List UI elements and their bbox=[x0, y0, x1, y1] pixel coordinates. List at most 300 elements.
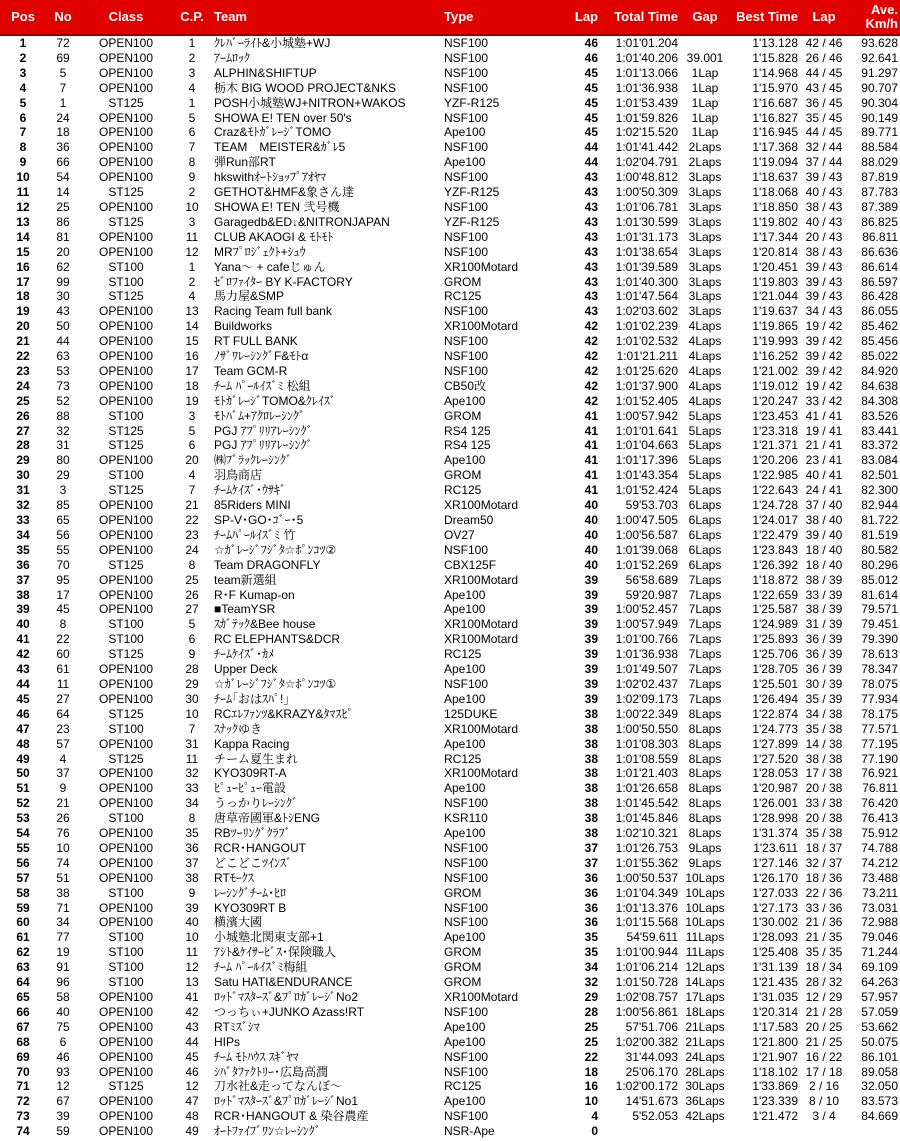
cell-cp: 9 bbox=[188, 647, 196, 662]
cell-ave: 80.296 bbox=[861, 557, 898, 572]
cell-pos: 27 bbox=[16, 423, 30, 438]
cell-type: NSF100 bbox=[444, 229, 489, 244]
cell-class: OPEN100 bbox=[98, 50, 154, 65]
cell-cp: 11 bbox=[185, 751, 199, 766]
cell-cp: 29 bbox=[185, 676, 199, 691]
cell-ave: 77.934 bbox=[861, 691, 898, 706]
cell-class: OPEN100 bbox=[98, 334, 154, 349]
header-gap: Gap bbox=[680, 0, 730, 35]
header-best-lap: Lap bbox=[800, 0, 848, 35]
cell-bestlap: 36 / 39 bbox=[805, 632, 843, 647]
cell-gap: 5Laps bbox=[688, 483, 722, 498]
cell-type: NSF100 bbox=[444, 50, 489, 65]
cell-lap: 42 bbox=[584, 378, 598, 393]
cell-gap: 4Laps bbox=[688, 319, 722, 334]
cell-bestlap: 12 / 29 bbox=[805, 990, 843, 1004]
cell-gap: 5Laps bbox=[688, 468, 722, 483]
cell-ave: 84.920 bbox=[861, 363, 898, 378]
cell-no: 88 bbox=[56, 408, 70, 423]
cell-gap bbox=[680, 35, 730, 51]
cell-team: ｱｰﾑﾛｯｸ bbox=[214, 50, 251, 65]
cell-class: ST100 bbox=[108, 274, 144, 289]
cell-class: OPEN100 bbox=[98, 691, 154, 706]
cell-team: KYO309RT-A bbox=[214, 766, 287, 781]
cell-no: 86 bbox=[56, 214, 70, 229]
cell-no: 38 bbox=[56, 885, 70, 900]
cell-class: OPEN100 bbox=[98, 199, 154, 214]
cell-no: 85 bbox=[56, 498, 70, 513]
cell-cp: 6 bbox=[188, 438, 196, 453]
cell-bestlap: 38 / 40 bbox=[805, 513, 843, 527]
cell-type: GROM bbox=[444, 468, 482, 483]
cell-ave: 85.456 bbox=[861, 334, 898, 349]
cell-gap: 3Laps bbox=[688, 199, 722, 214]
cell-class: ST100 bbox=[108, 259, 144, 274]
header-pos: Pos bbox=[0, 0, 46, 35]
cell-gap: 6Laps bbox=[688, 513, 722, 527]
cell-ave: 71.244 bbox=[861, 945, 898, 960]
cell-no: 59 bbox=[56, 1124, 70, 1139]
cell-class: OPEN100 bbox=[98, 676, 154, 691]
cell-cp: 1 bbox=[188, 95, 196, 110]
cell-best: 1'20.814 bbox=[752, 244, 798, 259]
cell-team: つっちぃ+JUNKO Azass!RT bbox=[214, 1004, 365, 1019]
cell-bestlap: 34 / 38 bbox=[805, 706, 843, 721]
cell-team: ﾚｰｼﾝｸﾞﾁｰﾑ･ﾋﾛ bbox=[214, 885, 287, 900]
cell-team: Yana～ + cafeじゅん bbox=[214, 259, 326, 274]
cell-cp: 16 bbox=[185, 349, 199, 364]
cell-total: 31'44.093 bbox=[625, 1049, 678, 1064]
cell-class: OPEN100 bbox=[98, 915, 154, 930]
cell-no: 29 bbox=[56, 468, 70, 483]
table-row bbox=[0, 498, 900, 513]
cell-cp: 26 bbox=[185, 587, 199, 602]
cell-ave: 78.175 bbox=[861, 706, 898, 721]
cell-total: 1:01'01.204 bbox=[615, 36, 678, 50]
cell-ave: 86.101 bbox=[861, 1049, 898, 1064]
cell-lap: 37 bbox=[584, 840, 598, 855]
cell-ave: 73.031 bbox=[861, 900, 898, 915]
cell-lap: 42 bbox=[584, 334, 598, 349]
cell-cp: 2 bbox=[188, 185, 196, 200]
cell-best: 1'30.002 bbox=[752, 915, 798, 930]
table-row bbox=[0, 409, 900, 424]
cell-ave: 86.055 bbox=[861, 304, 898, 319]
table-row bbox=[0, 960, 900, 975]
cell-bestlap: 39 / 43 bbox=[805, 170, 843, 185]
cell-gap: 1Lap bbox=[691, 95, 719, 110]
cell-ave: 90.149 bbox=[861, 110, 898, 125]
cell-total: 1:01'39.068 bbox=[615, 542, 678, 557]
cell-bestlap: 43 / 45 bbox=[805, 80, 843, 95]
table-row bbox=[0, 528, 900, 543]
cell-cp: 12 bbox=[185, 960, 199, 975]
cell-no: 57 bbox=[56, 736, 70, 751]
cell-total: 1:02'09.173 bbox=[615, 691, 678, 706]
cell-bestlap: 38 / 38 bbox=[805, 751, 843, 766]
cell-cp: 38 bbox=[185, 870, 199, 885]
cell-cp: 49 bbox=[185, 1124, 199, 1139]
cell-lap: 22 bbox=[584, 1049, 598, 1064]
cell-no: 66 bbox=[56, 155, 70, 170]
cell-pos: 62 bbox=[16, 945, 30, 960]
cell-ave: 86.597 bbox=[861, 274, 898, 289]
cell-class: ST125 bbox=[108, 214, 144, 229]
cell-class: OPEN100 bbox=[98, 319, 154, 334]
cell-no: 67 bbox=[56, 1094, 70, 1109]
table-row bbox=[0, 1094, 900, 1109]
cell-ave: 57.059 bbox=[861, 1004, 898, 1019]
cell-total: 1:01'36.938 bbox=[615, 80, 678, 95]
table-row bbox=[0, 319, 900, 334]
cell-no: 55 bbox=[56, 542, 70, 557]
cell-class: OPEN100 bbox=[98, 110, 154, 125]
cell-type: NSF100 bbox=[444, 244, 489, 259]
cell-total: 1:00'50.550 bbox=[615, 721, 678, 736]
cell-no: 21 bbox=[56, 796, 70, 811]
cell-best: 1'33.869 bbox=[752, 1079, 798, 1094]
cell-total: 1:01'41.442 bbox=[615, 140, 678, 155]
cell-class: OPEN100 bbox=[98, 1004, 154, 1019]
table-row bbox=[0, 1020, 900, 1035]
cell-type: NSR-Ape bbox=[444, 1124, 495, 1139]
cell-total: 56'58.689 bbox=[625, 572, 678, 587]
cell-gap: 2Laps bbox=[688, 155, 722, 170]
cell-pos: 32 bbox=[16, 498, 30, 513]
cell-total bbox=[600, 1124, 680, 1139]
cell-team: ☆ｶﾞﾚｰｼﾞﾌｼﾞﾀ☆ﾎﾟﾝｺﾂ① bbox=[214, 676, 337, 691]
cell-total: 1:01'59.826 bbox=[615, 110, 678, 125]
cell-ave: 84.638 bbox=[861, 378, 898, 393]
cell-cp: 2 bbox=[188, 50, 196, 65]
cell-pos: 71 bbox=[16, 1079, 30, 1094]
cell-cp: 5 bbox=[188, 617, 196, 632]
cell-cp: 25 bbox=[185, 572, 199, 587]
cell-bestlap: 40 / 43 bbox=[805, 185, 843, 200]
cell-class: OPEN100 bbox=[98, 244, 154, 259]
cell-total: 1:01'02.532 bbox=[615, 334, 678, 349]
cell-ave: 86.811 bbox=[862, 229, 898, 244]
cell-no: 1 bbox=[59, 95, 67, 110]
cell-bestlap: 33 / 36 bbox=[805, 900, 843, 915]
cell-best: 1'20.314 bbox=[752, 1004, 798, 1019]
cell-best: 1'18.068 bbox=[752, 185, 798, 200]
cell-class: OPEN100 bbox=[98, 498, 154, 513]
cell-gap: 7Laps bbox=[688, 662, 722, 677]
cell-pos: 16 bbox=[16, 259, 30, 274]
cell-bestlap: 36 / 45 bbox=[805, 95, 843, 110]
cell-ave: 64.263 bbox=[861, 975, 898, 990]
cell-lap: 29 bbox=[584, 990, 598, 1004]
cell-bestlap: 17 / 18 bbox=[805, 1064, 843, 1079]
cell-team: ﾉｻﾞﾜﾚｰｼﾝｸﾞF&ﾓﾄα bbox=[214, 349, 309, 364]
cell-class: OPEN100 bbox=[98, 587, 154, 602]
cell-class: ST100 bbox=[108, 885, 144, 900]
cell-ave: 89.058 bbox=[861, 1064, 898, 1079]
cell-bestlap: 30 / 39 bbox=[805, 676, 843, 691]
cell-class: ST125 bbox=[108, 1079, 144, 1094]
cell-team: 弾Run部RT bbox=[214, 155, 276, 170]
cell-gap: 9Laps bbox=[688, 855, 722, 870]
cell-no: 3 bbox=[59, 483, 67, 498]
cell-lap: 10 bbox=[584, 1094, 598, 1109]
table-row bbox=[0, 677, 900, 692]
table-row bbox=[0, 930, 900, 945]
cell-pos: 25 bbox=[16, 393, 30, 408]
cell-bestlap: 21 / 25 bbox=[805, 1034, 843, 1049]
cell-bestlap: 16 / 22 bbox=[805, 1049, 843, 1064]
cell-best: 1'21.472 bbox=[752, 1109, 798, 1124]
cell-class: OPEN100 bbox=[98, 796, 154, 811]
cell-bestlap: 20 / 38 bbox=[805, 811, 843, 826]
cell-best: 1'18.850 bbox=[752, 199, 798, 214]
table-row bbox=[0, 647, 900, 662]
cell-team: ｱｼﾄ&ｹｲｻｰﾋﾞｽ･保険職人 bbox=[214, 945, 337, 960]
cell-team: ﾁｰﾑｹｲｽﾞ･ｶﾒ bbox=[214, 647, 275, 662]
cell-total: 1:02'15.520 bbox=[615, 125, 678, 140]
cell-team: RC ELEPHANTS&DCR bbox=[214, 632, 341, 647]
cell-bestlap: 39 / 42 bbox=[805, 349, 843, 364]
cell-class: ST100 bbox=[108, 617, 144, 632]
cell-best: 1'21.002 bbox=[752, 363, 798, 378]
cell-team: GETHOT&HMF&象さん達 bbox=[214, 185, 354, 200]
cell-lap: 40 bbox=[584, 557, 598, 572]
cell-no: 25 bbox=[56, 199, 70, 214]
cell-cp: 17 bbox=[185, 363, 199, 378]
cell-team: ｽｶﾞﾃｯｸ&Bee house bbox=[214, 617, 316, 632]
cell-no: 64 bbox=[56, 706, 70, 721]
cell-gap: 5Laps bbox=[688, 408, 722, 423]
cell-cp: 35 bbox=[185, 826, 199, 841]
cell-class: OPEN100 bbox=[98, 1064, 154, 1079]
cell-best: 1'17.583 bbox=[752, 1019, 798, 1034]
cell-ave: 86.825 bbox=[861, 214, 898, 229]
cell-bestlap: 42 / 46 bbox=[805, 36, 843, 50]
cell-type: NSF100 bbox=[444, 796, 489, 811]
cell-ave: 85.022 bbox=[861, 349, 898, 364]
cell-type: Ape100 bbox=[444, 826, 486, 841]
cell-pos: 24 bbox=[16, 378, 30, 393]
cell-total: 1:01'55.362 bbox=[615, 855, 678, 870]
table-row bbox=[0, 349, 900, 364]
cell-type: NSF100 bbox=[444, 199, 489, 214]
cell-pos: 9 bbox=[19, 155, 27, 170]
cell-ave: 79.571 bbox=[861, 602, 898, 617]
cell-team: ALPHIN&SHIFTUP bbox=[214, 65, 317, 80]
cell-class: OPEN100 bbox=[98, 900, 154, 915]
cell-total: 1:00'47.505 bbox=[615, 513, 678, 527]
cell-lap: 18 bbox=[584, 1064, 598, 1079]
cell-gap: 5Laps bbox=[688, 423, 722, 438]
cell-best: 1'16.252 bbox=[752, 349, 798, 364]
cell-type: RC125 bbox=[444, 289, 482, 304]
cell-total: 1:01'00.766 bbox=[615, 632, 678, 647]
cell-pos: 13 bbox=[16, 214, 30, 229]
cell-team: 85Riders MINI bbox=[214, 498, 291, 513]
cell-cp: 12 bbox=[185, 244, 199, 259]
cell-ave: 79.451 bbox=[861, 617, 898, 632]
cell-ave: 69.109 bbox=[861, 960, 898, 975]
cell-bestlap: 19 / 42 bbox=[805, 378, 843, 393]
cell-best: 1'17.344 bbox=[752, 229, 798, 244]
table-row bbox=[0, 51, 900, 66]
cell-no: 50 bbox=[56, 319, 70, 334]
cell-team: SHOWA E! TEN over 50's bbox=[214, 110, 352, 125]
cell-lap: 43 bbox=[584, 274, 598, 289]
cell-bestlap: 38 / 43 bbox=[805, 244, 843, 259]
cell-ave: 90.304 bbox=[861, 95, 898, 110]
cell-bestlap: 24 / 41 bbox=[805, 483, 843, 498]
cell-no: 77 bbox=[56, 930, 70, 945]
cell-ave: 84.669 bbox=[861, 1109, 898, 1124]
table-row bbox=[0, 722, 900, 737]
cell-cp: 10 bbox=[185, 930, 199, 945]
cell-lap: 39 bbox=[584, 647, 598, 662]
cell-pos: 67 bbox=[16, 1019, 30, 1034]
cell-pos: 22 bbox=[16, 349, 30, 364]
cell-no: 72 bbox=[56, 36, 70, 50]
cell-pos: 18 bbox=[16, 289, 30, 304]
cell-type: YZF-R125 bbox=[444, 95, 500, 110]
cell-bestlap: 35 / 35 bbox=[805, 945, 843, 960]
cell-ave: 87.783 bbox=[861, 185, 898, 200]
cell-best: 1'27.033 bbox=[752, 885, 798, 900]
cell-no: 22 bbox=[56, 632, 70, 647]
cell-class: ST100 bbox=[108, 632, 144, 647]
cell-bestlap: 21 / 36 bbox=[805, 915, 843, 930]
cell-best: 1'25.706 bbox=[752, 647, 798, 662]
table-row bbox=[0, 856, 900, 871]
cell-type: GROM bbox=[444, 945, 482, 960]
cell-pos: 26 bbox=[16, 408, 30, 423]
cell-cp: 4 bbox=[188, 80, 196, 95]
cell-pos: 29 bbox=[16, 453, 30, 468]
cell-cp: 7 bbox=[188, 483, 196, 498]
cell-lap: 45 bbox=[584, 80, 598, 95]
cell-gap: 36Laps bbox=[685, 1094, 725, 1109]
table-row bbox=[0, 617, 900, 632]
cell-pos: 15 bbox=[16, 244, 30, 259]
cell-type: NSF100 bbox=[444, 140, 489, 155]
cell-gap: 4Laps bbox=[688, 393, 722, 408]
cell-total: 1:01'45.846 bbox=[615, 811, 678, 826]
cell-team: 栃木 BIG WOOD PROJECT&NKS bbox=[214, 80, 397, 95]
cell-bestlap: 31 / 39 bbox=[805, 617, 843, 632]
cell-total: 1:01'26.753 bbox=[615, 840, 678, 855]
cell-cp: 1 bbox=[188, 259, 196, 274]
cell-cp: 14 bbox=[185, 319, 199, 334]
cell-type: YZF-R125 bbox=[444, 185, 500, 200]
cell-total: 57'51.706 bbox=[625, 1019, 678, 1034]
cell-bestlap: 40 / 43 bbox=[805, 214, 843, 229]
cell-class: OPEN100 bbox=[98, 80, 154, 95]
cell-no: 52 bbox=[56, 393, 70, 408]
cell-total: 1:01'52.405 bbox=[615, 393, 678, 408]
cell-cp: 30 bbox=[185, 691, 199, 706]
cell-gap: 42Laps bbox=[685, 1109, 725, 1124]
cell-pos: 57 bbox=[16, 870, 30, 885]
cell-pos: 19 bbox=[16, 304, 30, 319]
cell-pos: 46 bbox=[16, 706, 30, 721]
cell-lap: 45 bbox=[584, 65, 598, 80]
cell-class: OPEN100 bbox=[98, 602, 154, 617]
cell-no: 40 bbox=[56, 1004, 70, 1019]
cell-total: 1:01'53.439 bbox=[615, 95, 678, 110]
cell-best: 1'26.170 bbox=[752, 870, 798, 885]
cell-no: 46 bbox=[56, 1049, 70, 1064]
cell-ave: 74.212 bbox=[861, 855, 898, 870]
cell-ave: 83.573 bbox=[861, 1094, 898, 1109]
cell-cp: 13 bbox=[185, 975, 199, 990]
cell-type: RC125 bbox=[444, 751, 482, 766]
cell-cp: 6 bbox=[188, 125, 196, 140]
cell-pos: 66 bbox=[16, 1004, 30, 1019]
cell-type: CBX125F bbox=[444, 557, 497, 572]
cell-best: 1'19.803 bbox=[752, 274, 798, 289]
cell-best: 1'15.970 bbox=[752, 80, 798, 95]
cell-class: OPEN100 bbox=[98, 1034, 154, 1049]
cell-total: 1:01'36.938 bbox=[615, 647, 678, 662]
cell-gap: 11Laps bbox=[685, 945, 725, 960]
cell-best: 1'16.827 bbox=[752, 110, 798, 125]
cell-no: 12 bbox=[56, 1079, 70, 1094]
cell-team: ﾛｯﾄﾞﾏｽﾀｰｽﾞ&ﾌﾟﾛｶﾞﾚｰｼﾞNo2 bbox=[214, 990, 359, 1004]
cell-cp: 11 bbox=[185, 945, 199, 960]
cell-best: 1'26.392 bbox=[752, 557, 798, 572]
cell-team: ﾛｯﾄﾞﾏｽﾀｰｽﾞ&ﾌﾟﾛｶﾞﾚｰｼﾞNo1 bbox=[214, 1094, 359, 1109]
cell-cp: 2 bbox=[188, 274, 196, 289]
cell-lap: 44 bbox=[584, 155, 598, 170]
table-row bbox=[0, 841, 900, 856]
cell-pos: 17 bbox=[16, 274, 30, 289]
cell-class: OPEN100 bbox=[98, 304, 154, 319]
cell-lap: 46 bbox=[584, 50, 598, 65]
cell-pos: 48 bbox=[16, 736, 30, 751]
cell-team: Racing Team full bank bbox=[214, 304, 332, 319]
cell-best: 1'31.139 bbox=[752, 960, 798, 975]
cell-team: ｾﾞﾛﾌｧｲﾀｰ BY K-FACTORY bbox=[214, 274, 353, 289]
header-ave-line1: Ave. bbox=[871, 2, 898, 17]
cell-lap: 39 bbox=[584, 587, 598, 602]
cell-cp: 10 bbox=[185, 199, 199, 214]
cell-cp: 10 bbox=[185, 706, 199, 721]
cell-cp: 24 bbox=[185, 542, 199, 557]
cell-no: 36 bbox=[56, 140, 70, 155]
cell-total: 1:00'56.587 bbox=[615, 527, 678, 542]
cell-team: PGJ ｱﾌﾟﾘﾘｱﾚｰｼﾝｸﾞ bbox=[214, 423, 313, 438]
cell-cp: 31 bbox=[185, 736, 199, 751]
cell-lap: 38 bbox=[584, 811, 598, 826]
cell-no: 32 bbox=[56, 423, 70, 438]
cell-class: OPEN100 bbox=[98, 1094, 154, 1109]
table-row bbox=[0, 662, 900, 677]
cell-ave: 87.819 bbox=[861, 170, 898, 185]
cell-best: 1'27.173 bbox=[752, 900, 798, 915]
cell-total: 54'59.611 bbox=[626, 930, 678, 945]
cell-team: ﾁｰﾑｹｲｽﾞ･ｳｻｷﾞ bbox=[214, 483, 287, 498]
cell-type: Ape100 bbox=[444, 736, 486, 751]
cell-bestlap: 33 / 38 bbox=[805, 796, 843, 811]
table-row bbox=[0, 826, 900, 841]
cell-type: Dream50 bbox=[444, 513, 494, 527]
cell-gap: 21Laps bbox=[685, 1019, 725, 1034]
cell-best: 1'23.843 bbox=[752, 542, 798, 557]
cell-lap: 41 bbox=[584, 438, 598, 453]
cell-class: OPEN100 bbox=[98, 378, 154, 393]
cell-class: ST125 bbox=[108, 185, 144, 200]
cell-class: OPEN100 bbox=[98, 781, 154, 796]
cell-pos: 30 bbox=[16, 468, 30, 483]
